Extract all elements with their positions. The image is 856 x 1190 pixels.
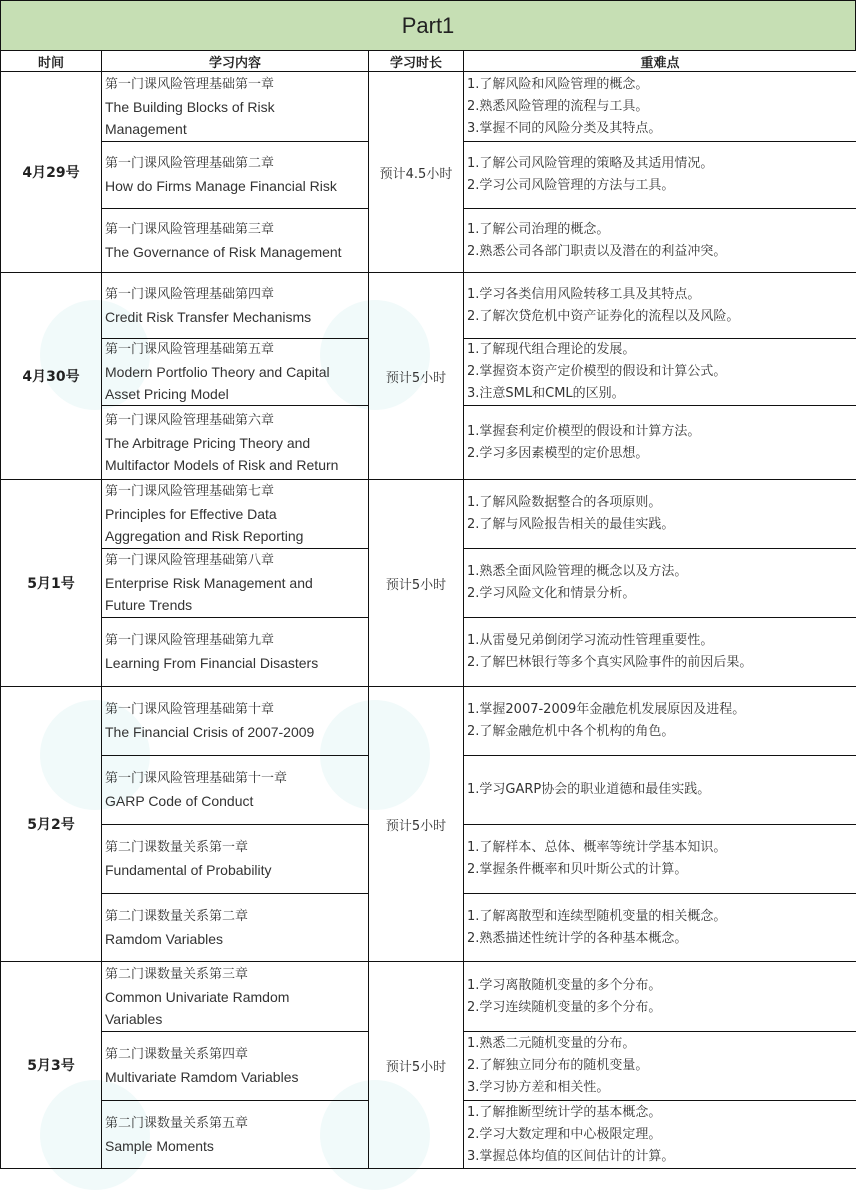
chapter-cell	[102, 687, 369, 756]
chapter-cell	[102, 480, 369, 549]
chapter-title-en: Future Trends	[105, 594, 368, 616]
schedule-body	[1, 72, 856, 1169]
chapter-cell	[102, 339, 369, 406]
chapter-cell	[102, 406, 369, 480]
key-points-cell	[464, 406, 856, 480]
chapter-cell	[102, 72, 369, 142]
key-point-item: 2.学习大数定理和中心极限定理。	[467, 1124, 856, 1146]
header-duration: 学习时长	[369, 51, 464, 72]
chapter-cell	[102, 549, 369, 618]
key-points-cell	[464, 549, 856, 618]
key-point-item: 2.了解金融危机中各个机构的角色。	[467, 721, 856, 743]
chapter-title-en: Multivariate Ramdom Variables	[105, 1066, 368, 1088]
date-cell: 4月29号	[1, 72, 102, 273]
chapter-cell	[102, 894, 369, 962]
key-point-item: 1.掌握套利定价模型的假设和计算方法。	[467, 421, 856, 443]
header-row	[1, 51, 856, 72]
key-points-cell	[464, 618, 856, 687]
chapter-title-en: Ramdom Variables	[105, 928, 368, 950]
key-point-item: 2.熟悉公司各部门职责以及潜在的利益冲突。	[467, 241, 856, 263]
key-points-cell	[464, 142, 856, 209]
chapter-cell	[102, 273, 369, 339]
chapter-cell	[102, 142, 369, 209]
chapter-title-cn: 第一门课风险管理基础第十章	[105, 699, 368, 721]
chapter-title-en: Variables	[105, 1008, 368, 1030]
table-row	[1, 273, 856, 339]
schedule-table	[0, 50, 856, 1169]
chapter-title-cn: 第二门课数量关系第三章	[105, 964, 368, 986]
key-point-item: 2.了解巴林银行等多个真实风险事件的前因后果。	[467, 652, 856, 674]
key-point-item: 3.掌握不同的风险分类及其特点。	[467, 118, 856, 140]
chapter-title-en: The Financial Crisis of 2007-2009	[105, 721, 368, 743]
chapter-cell	[102, 209, 369, 273]
chapter-title-en: Principles for Effective Data	[105, 503, 368, 525]
key-points-cell	[464, 1101, 856, 1169]
duration-cell: 预计5小时	[369, 687, 464, 962]
key-point-item: 1.学习各类信用风险转移工具及其特点。	[467, 284, 856, 306]
key-points-cell	[464, 962, 856, 1032]
table-row	[1, 480, 856, 549]
duration-cell: 预计5小时	[369, 962, 464, 1169]
header-key-points: 重难点	[464, 51, 856, 72]
chapter-title-cn: 第一门课风险管理基础第四章	[105, 284, 368, 306]
chapter-title-en: Sample Moments	[105, 1135, 368, 1157]
chapter-cell	[102, 962, 369, 1032]
key-point-item: 1.了解现代组合理论的发展。	[467, 339, 856, 361]
part-title-bar	[0, 0, 856, 51]
key-point-item: 2.学习连续随机变量的多个分布。	[467, 997, 856, 1019]
key-point-item: 3.注意SML和CML的区别。	[467, 383, 856, 405]
chapter-cell	[102, 825, 369, 894]
key-point-item: 1.熟悉全面风险管理的概念以及方法。	[467, 561, 856, 583]
chapter-cell	[102, 1032, 369, 1101]
key-points-cell	[464, 209, 856, 273]
chapter-title-en: The Arbitrage Pricing Theory and	[105, 432, 368, 454]
chapter-title-cn: 第二门课数量关系第四章	[105, 1044, 368, 1066]
chapter-title-cn: 第一门课风险管理基础第十一章	[105, 768, 368, 790]
key-point-item: 1.了解离散型和连续型随机变量的相关概念。	[467, 906, 856, 928]
key-points-cell	[464, 894, 856, 962]
key-point-item: 1.学习GARP协会的职业道德和最佳实践。	[467, 779, 856, 801]
key-point-item: 3.掌握总体均值的区间估计的计算。	[467, 1146, 856, 1168]
key-point-item: 2.熟悉风险管理的流程与工具。	[467, 96, 856, 118]
key-point-item: 1.学习离散随机变量的多个分布。	[467, 975, 856, 997]
key-point-item: 2.掌握资本资产定价模型的假设和计算公式。	[467, 361, 856, 383]
key-points-cell	[464, 1032, 856, 1101]
chapter-title-en: Credit Risk Transfer Mechanisms	[105, 306, 368, 328]
header-content: 学习内容	[102, 51, 369, 72]
key-point-item: 1.了解风险数据整合的各项原则。	[467, 492, 856, 514]
chapter-title-cn: 第一门课风险管理基础第七章	[105, 481, 368, 503]
key-points-cell	[464, 825, 856, 894]
chapter-title-cn: 第一门课风险管理基础第八章	[105, 550, 368, 572]
key-point-item: 2.学习公司风险管理的方法与工具。	[467, 175, 856, 197]
chapter-title-en: How do Firms Manage Financial Risk	[105, 175, 368, 197]
key-points-cell	[464, 339, 856, 406]
key-point-item: 2.学习风险文化和情景分析。	[467, 583, 856, 605]
key-points-cell	[464, 687, 856, 756]
chapter-title-en: Modern Portfolio Theory and Capital	[105, 361, 368, 383]
chapter-title-en: The Building Blocks of Risk	[105, 96, 368, 118]
date-cell: 4月30号	[1, 273, 102, 480]
part-title: Part1	[402, 13, 455, 39]
key-point-item: 1.掌握2007-2009年金融危机发展原因及进程。	[467, 699, 856, 721]
key-point-item: 1.熟悉二元随机变量的分布。	[467, 1033, 856, 1055]
chapter-title-en: GARP Code of Conduct	[105, 790, 368, 812]
header-date: 时间	[1, 51, 102, 72]
key-point-item: 1.了解公司风险管理的策略及其适用情况。	[467, 153, 856, 175]
chapter-title-cn: 第一门课风险管理基础第五章	[105, 339, 368, 361]
key-point-item: 1.了解样本、总体、概率等统计学基本知识。	[467, 837, 856, 859]
chapter-title-en: Learning From Financial Disasters	[105, 652, 368, 674]
key-points-cell	[464, 72, 856, 142]
chapter-cell	[102, 756, 369, 825]
chapter-title-en: Asset Pricing Model	[105, 383, 368, 405]
chapter-title-cn: 第一门课风险管理基础第六章	[105, 410, 368, 432]
chapter-title-en: Enterprise Risk Management and	[105, 572, 368, 594]
chapter-title-cn: 第一门课风险管理基础第九章	[105, 630, 368, 652]
key-point-item: 1.了解风险和风险管理的概念。	[467, 74, 856, 96]
chapter-title-en: Aggregation and Risk Reporting	[105, 525, 368, 547]
key-point-item: 3.学习协方差和相关性。	[467, 1077, 856, 1099]
chapter-cell	[102, 1101, 369, 1169]
key-point-item: 2.了解与风险报告相关的最佳实践。	[467, 514, 856, 536]
key-point-item: 2.掌握条件概率和贝叶斯公式的计算。	[467, 859, 856, 881]
duration-cell: 预计5小时	[369, 273, 464, 480]
table-row	[1, 72, 856, 142]
key-point-item: 2.学习多因素模型的定价思想。	[467, 443, 856, 465]
chapter-title-cn: 第二门课数量关系第五章	[105, 1113, 368, 1135]
key-point-item: 1.了解推断型统计学的基本概念。	[467, 1102, 856, 1124]
duration-cell: 预计5小时	[369, 480, 464, 687]
key-points-cell	[464, 480, 856, 549]
chapter-title-cn: 第一门课风险管理基础第二章	[105, 153, 368, 175]
chapter-title-cn: 第二门课数量关系第一章	[105, 837, 368, 859]
key-point-item: 1.了解公司治理的概念。	[467, 219, 856, 241]
key-point-item: 2.了解次贷危机中资产证券化的流程以及风险。	[467, 306, 856, 328]
table-row	[1, 962, 856, 1032]
chapter-title-en: Multifactor Models of Risk and Return	[105, 454, 368, 476]
date-cell: 5月2号	[1, 687, 102, 962]
key-point-item: 2.熟悉描述性统计学的各种基本概念。	[467, 928, 856, 950]
chapter-cell	[102, 618, 369, 687]
chapter-title-en: Management	[105, 118, 368, 140]
key-point-item: 1.从雷曼兄弟倒闭学习流动性管理重要性。	[467, 630, 856, 652]
key-point-item: 2.了解独立同分布的随机变量。	[467, 1055, 856, 1077]
key-points-cell	[464, 273, 856, 339]
table-row	[1, 687, 856, 756]
key-points-cell	[464, 756, 856, 825]
date-cell: 5月1号	[1, 480, 102, 687]
chapter-title-en: Fundamental of Probability	[105, 859, 368, 881]
chapter-title-cn: 第一门课风险管理基础第一章	[105, 74, 368, 96]
chapter-title-en: The Governance of Risk Management	[105, 241, 368, 263]
chapter-title-cn: 第二门课数量关系第二章	[105, 906, 368, 928]
duration-cell: 预计4.5小时	[369, 72, 464, 273]
chapter-title-en: Common Univariate Ramdom	[105, 986, 368, 1008]
date-cell: 5月3号	[1, 962, 102, 1169]
chapter-title-cn: 第一门课风险管理基础第三章	[105, 219, 368, 241]
